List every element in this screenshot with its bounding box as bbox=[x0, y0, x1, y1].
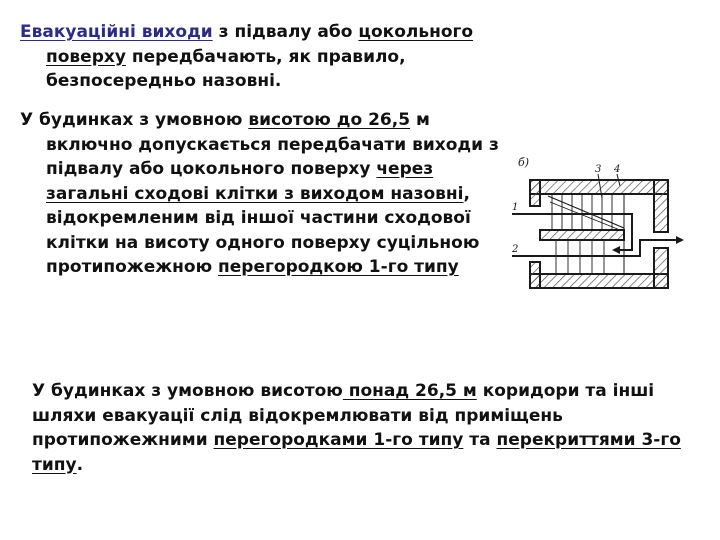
paragraph-buildings-over-26-5 bbox=[32, 379, 692, 477]
text-fragment: передбачають, як правило, безпосередньо назовні. bbox=[46, 46, 406, 91]
text-fragment: У будинках з умовною bbox=[20, 110, 249, 130]
right-wall-lower bbox=[654, 248, 668, 288]
left-wall-upper bbox=[530, 180, 540, 206]
flight-break-line-2 bbox=[550, 202, 620, 230]
text-fragment: . bbox=[76, 454, 84, 475]
text-fragment: м включно допускається передбачати виходи з підвалу або цокольного поверху bbox=[46, 110, 499, 179]
underlined-term: понад 26,5 м bbox=[342, 381, 477, 401]
figure-label-4: 4 bbox=[614, 164, 621, 175]
figure-label-1: 1 bbox=[512, 202, 519, 213]
stair-flight-upper bbox=[552, 194, 612, 230]
fire-partition bbox=[540, 230, 624, 240]
text-fragment: , відокремленим від іншої частини сходової клітки на висоту одного поверху суцільною протипожежною bbox=[46, 183, 480, 277]
section-title: Евакуаційні виходи bbox=[20, 22, 213, 42]
figure-label-b: б) bbox=[518, 156, 530, 169]
underlined-term: перегородками 1-го типу bbox=[213, 430, 464, 450]
text-fragment: коридори та інші шляхи евакуації слід відокремлювати від приміщень протипожежними bbox=[32, 381, 655, 450]
underlined-term: через загальні сходові клітки з виходом назовні bbox=[46, 159, 464, 204]
text-fragment: з підвалу або bbox=[212, 22, 359, 42]
figure-label-2: 2 bbox=[512, 244, 519, 255]
figure-label-3: 3 bbox=[595, 164, 602, 175]
underlined-term: цокольного поверху bbox=[46, 22, 474, 67]
top-wall bbox=[530, 180, 668, 194]
underlined-term: перекриттями 3-го типу bbox=[32, 430, 681, 475]
text-fragment: У будинках з умовною висотою bbox=[32, 381, 343, 401]
bottom-wall bbox=[530, 274, 668, 288]
right-wall-upper bbox=[654, 180, 668, 232]
staircase-exit-diagram bbox=[490, 146, 690, 326]
left-wall-lower bbox=[530, 262, 540, 288]
paragraph-basement-exits bbox=[20, 20, 506, 94]
paragraph-buildings-up-to-26-5 bbox=[20, 108, 506, 280]
flight-break-line bbox=[548, 196, 624, 228]
underlined-term: перегородкою 1-го типу bbox=[218, 257, 459, 277]
underlined-term: висотою до 26,5 bbox=[248, 110, 411, 130]
text-fragment: та bbox=[463, 430, 497, 450]
